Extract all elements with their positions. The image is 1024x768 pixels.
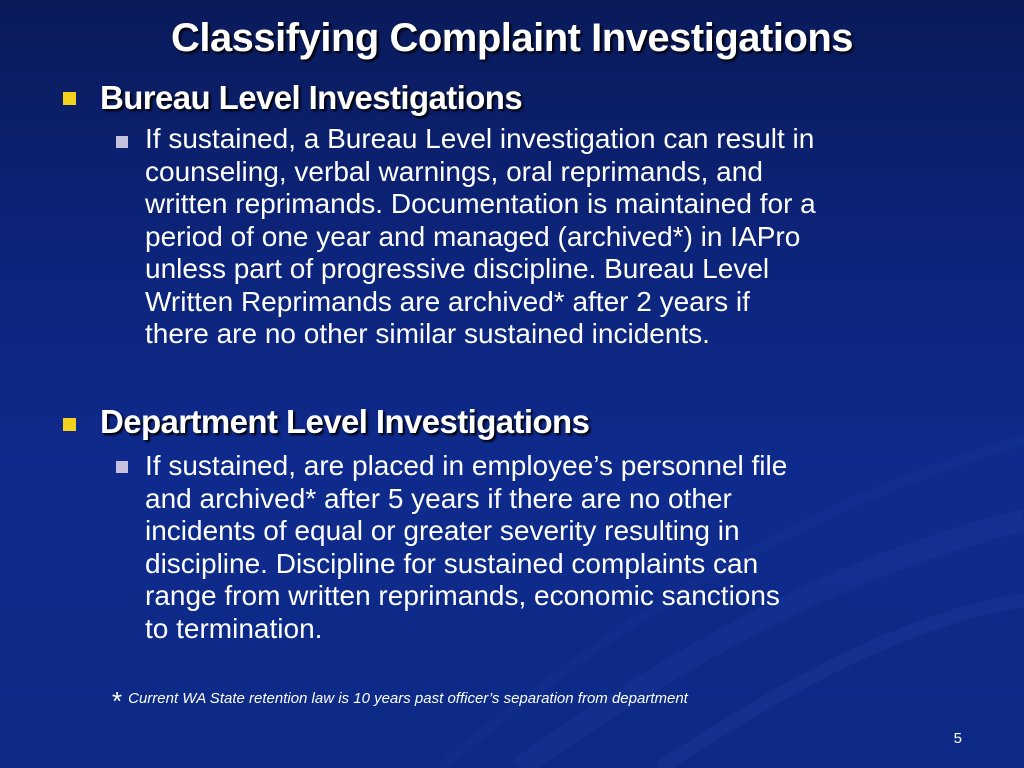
section-text-department: If sustained, are placed in employee’s personnel file and archived* after 5 years if there are no other incidents of equal or greater severity resulting in discipline. Discipline for sustained complaints can range from written reprimands, economic sanctions to termination. [145,450,788,644]
footnote [112,686,688,717]
section-text-bureau: If sustained, a Bureau Level investigation can result in counseling, verbal warnings, oral reprimands, and written reprimands. Documentation is maintained for a period of one year and managed (archived*) in IAPro unless part of progressive discipline. Bureau Level Written Reprimands are archived* after 2 years if there are no other similar sustained incidents. [145,123,816,349]
footnote-text: Current WA State retention law is 10 years past officer’s separation from department [128,690,688,707]
bullet-icon [63,418,76,431]
page-number: 5 [953,730,962,747]
sub-bullet-icon [116,461,128,473]
section-heading-department: Department Level Investigations [100,403,590,440]
slide-title: Classifying Complaint Investigations [170,16,854,60]
footnote-marker: * [112,686,123,716]
bullet-icon [63,92,76,105]
section-heading-bureau: Bureau Level Investigations [100,79,523,116]
sub-bullet-icon [116,136,128,148]
